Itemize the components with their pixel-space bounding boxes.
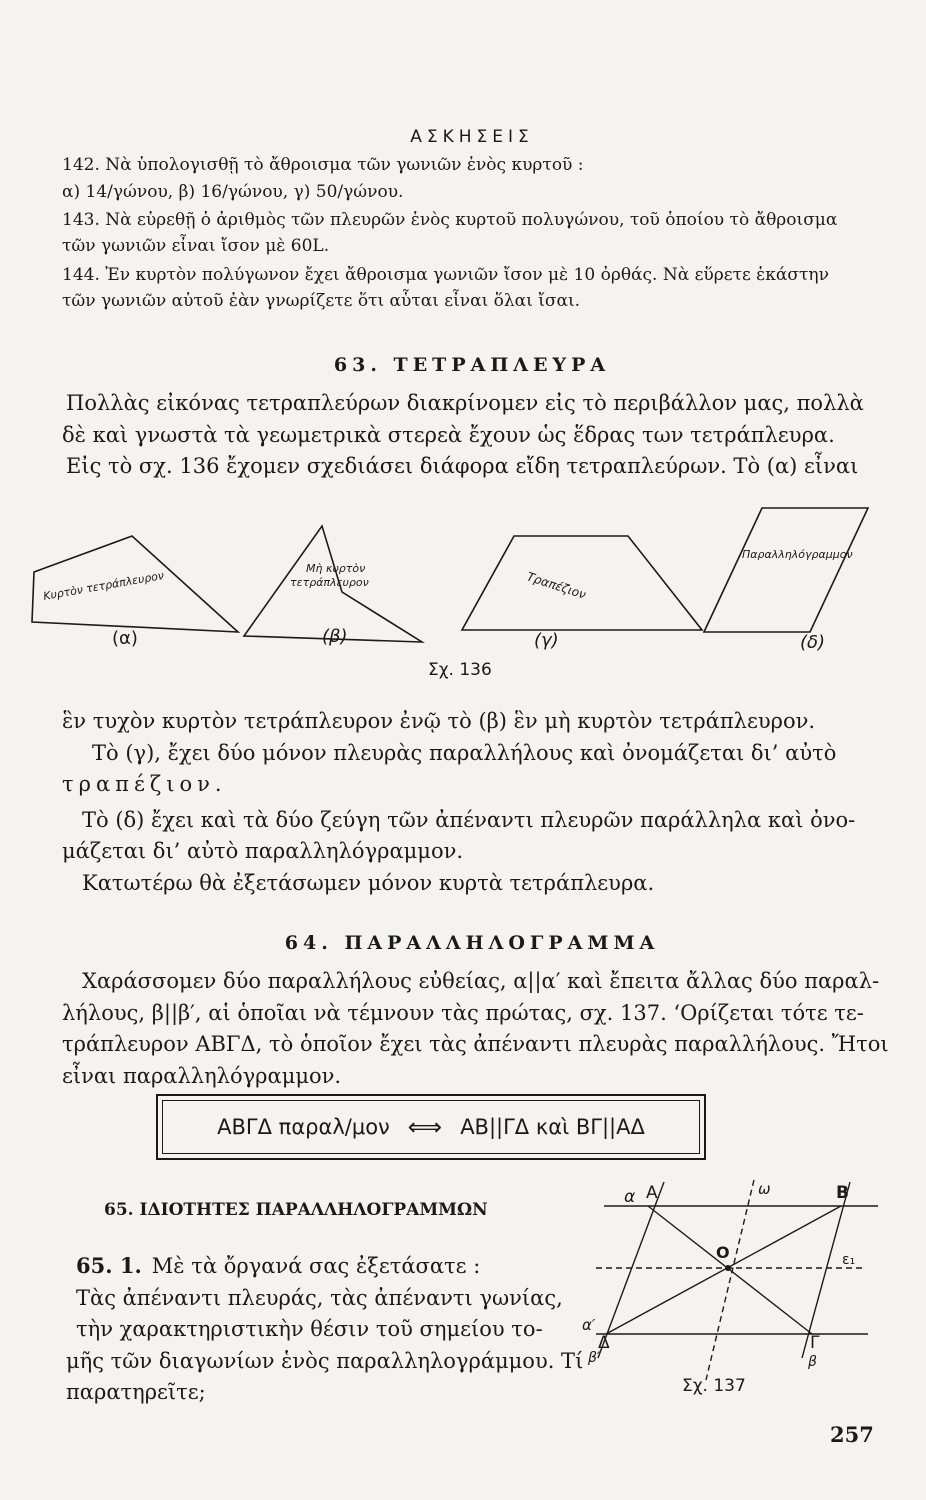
exercise-142-line2: α) 14/γώνου, β) 16/γώνου, γ) 50/γώνου. [62, 181, 404, 202]
trapezoid-label: Τραπέζιον [525, 569, 588, 602]
section-65-line5: παρατηρεῖτε; [66, 1380, 206, 1404]
tag-d: (δ) [800, 632, 826, 653]
explanation-line6: Κατωτέρω θὰ ἐξετάσωμεν μόνον κυρτὰ τετράπλευρα. [82, 870, 655, 895]
section-64-line4: εἶναι παραλληλόγραμμον. [62, 1063, 342, 1088]
label-b: β [808, 1354, 817, 1370]
explanation-line1: ἓν τυχὸν κυρτὸν τετράπλευρον ἐνῷ τὸ (β) ἓν μὴ κυρτὸν τετράπλευρον. [62, 709, 816, 733]
section-65-heading: 65. ΙΔΙΟΤΗΤΕΣ ΠΑΡΑΛΛΗΛΟΓΡΑΜΜΩΝ [104, 1200, 488, 1220]
double-arrow-icon: ⟺ [407, 1113, 443, 1141]
label-O: Ο [716, 1243, 730, 1262]
section-64-line3: τράπλευρον ΑΒΓΔ, τὸ ὁποῖον ἔχει τὰς ἀπέναντι πλευρὰς παραλλήλους. Ἤτοι [62, 1032, 889, 1056]
label-a-prime: α′ [582, 1316, 596, 1334]
figure-137-caption: Σχ. 137 [682, 1376, 746, 1396]
section-65-line2: Τὰς ἀπέναντι πλευράς, τὰς ἀπέναντι γωνίας, [76, 1285, 563, 1310]
exercise-144-line2: τῶν γωνιῶν αὐτοῦ ἐὰν γνωρίζετε ὅτι αὗται εἶναι ὅλαι ἴσαι. [62, 291, 581, 312]
label-Gamma: Γ [810, 1333, 820, 1353]
label-Delta: Δ [598, 1333, 610, 1353]
center-point-o [725, 1265, 731, 1271]
label-A: Α [646, 1183, 658, 1203]
explanation-line2: Τὸ (γ), ἔχει δύο μόνον πλευρὰς παραλλήλους καὶ ὀνομάζεται δι’ αὐτὸ [92, 740, 837, 765]
section-64-line2: λήλους, β||β′, αἱ ὁποῖαι νὰ τέμνουν τὰς πρώτας, σχ. 137. ‘Ορίζεται τότε τε- [62, 1000, 864, 1025]
tag-c: (γ) [534, 630, 559, 651]
section-65-line1: Μὲ τὰ ὄργανά σας ἐξετάσατε : [151, 1254, 481, 1278]
tag-a: (α) [112, 628, 138, 649]
label-B: Β [836, 1183, 849, 1203]
exercise-143-line1: 143. Νὰ εὑρεθῇ ὁ ἀριθμὸς τῶν πλευρῶν ἑνὸς κυρτοῦ πολυγώνου, τοῦ ὁποίου τὸ ἄθροισμα [62, 210, 838, 231]
section-63-line1: Πολλὰς εἰκόνας τετραπλεύρων διακρίνομεν εἰς τὸ περιβάλλον μας, πολλὰ [66, 391, 864, 415]
section-65-line4: μῆς τῶν διαγωνίων ἑνὸς παραλληλογράμμου. Τί [66, 1348, 584, 1373]
formula-left: ΑΒΓΔ παραλ/μον [217, 1115, 390, 1139]
section-64-heading: 64. ΠΑΡΑΛΛΗΛΟΓΡΑΜΜΑ [284, 932, 660, 954]
section-64-line1: Χαράσσομεν δύο παραλλήλους εὐθείας, α||α′ καὶ ἔπειτα ἄλλας δύο παραλ- [82, 969, 880, 993]
section-65-item-number: 65. 1. [76, 1253, 142, 1278]
section-63-line3: Εἰς τὸ σχ. 136 ἔχομεν σχεδιάσει διάφορα εἴδη τετραπλεύρων. Τὸ (α) εἶναι [66, 454, 859, 478]
page-number: 257 [830, 1422, 874, 1447]
exercise-144-line1: 144. Ἐν κυρτὸν πολύγωνον ἔχει ἄθροισμα γωνιῶν ἴσον μὲ 10 ὀρθάς. Νὰ εὕρετε ἑκάστην [62, 264, 829, 285]
diagonal-bd [606, 1206, 841, 1334]
section-65-line3: τὴν χαρακτηριστικὴν θέσιν τοῦ σημείου το- [76, 1317, 543, 1341]
line-b-prime [598, 1182, 664, 1358]
label-b-prime: β′ [588, 1350, 601, 1366]
tag-b: (β) [322, 626, 348, 647]
section-63-line2: δὲ καὶ γνωστὰ τὰ γεωμετρικὰ στερεὰ ἔχουν ὡς ἕδρας των τετράπλευρα. [62, 422, 835, 447]
figure-136-caption: Σχ. 136 [428, 660, 492, 680]
parallelogram-label: Παραλληλόγραμμον [742, 548, 853, 561]
formula-right: ΑΒ||ΓΔ καὶ ΒΓ||ΑΔ [460, 1115, 645, 1139]
explanation-line3: τραπέζιον. [62, 772, 227, 796]
exercise-142-line1: 142. Νὰ ὑπολογισθῇ τὸ ἄθροισμα τῶν γωνιῶν ἑνὸς κυρτοῦ : [62, 155, 584, 176]
exercise-143-line2: τῶν γωνιῶν εἶναι ἴσον μὲ 60L. [62, 236, 330, 257]
explanation-line5: μάζεται δι’ αὐτὸ παραλληλόγραμμον. [62, 839, 464, 863]
label-a: α [624, 1187, 636, 1207]
convex-label: Κυρτὸν τετράπλευρον [42, 568, 165, 603]
explanation-line4: Τὸ (δ) ἔχει καὶ τὰ δύο ζεύγη τῶν ἀπέναντι πλευρῶν παράλληλα καὶ ὀνο- [82, 807, 856, 832]
label-omega: ω [758, 1180, 771, 1198]
section-63-heading: 63. ΤΕΤΡΑΠΛΕΥΡΑ [333, 354, 611, 376]
non-convex-label-line2: τετράπλευρον [290, 576, 369, 589]
non-convex-label-line1: Μὴ κυρτὸν [306, 562, 366, 575]
label-e1: ε₁ [842, 1252, 856, 1268]
exercises-title: ΑΣΚΗΣΕΙΣ [410, 127, 534, 147]
line-omega [706, 1180, 754, 1380]
